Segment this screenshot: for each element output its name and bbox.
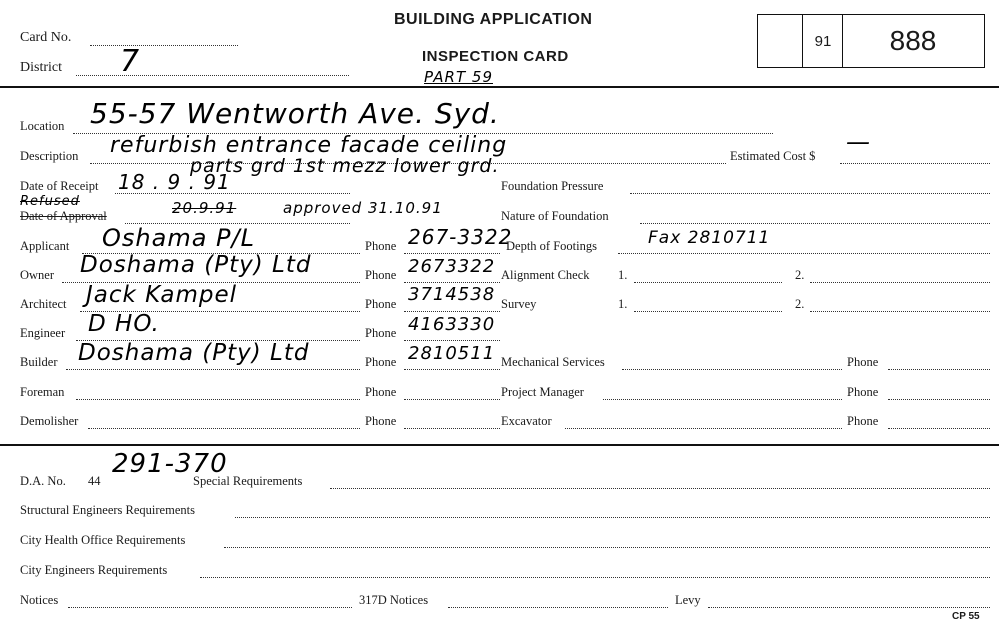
mechanical-line [622, 369, 842, 370]
description-label: Description [20, 149, 79, 163]
project-manager-phone-line [888, 399, 990, 400]
excavator-phone-label: Phone [847, 414, 879, 428]
applicant-phone-label: Phone [365, 239, 397, 253]
mechanical-phone-line [888, 369, 990, 370]
estimated-cost-line [840, 163, 990, 164]
architect-phone-label: Phone [365, 297, 397, 311]
notices-line [68, 607, 352, 608]
engineer-value: D HO. [88, 311, 160, 337]
builder-phone: 2810511 [408, 343, 496, 364]
builder-value: Doshama (Pty) Ltd [78, 340, 310, 366]
structural-label: Structural Engineers Requirements [20, 503, 195, 517]
foreman-phone-label: Phone [365, 385, 397, 399]
foundation-pressure-label: Foundation Pressure [501, 179, 604, 193]
approved-note: approved 31.10.91 [283, 199, 443, 217]
city-eng-line [200, 577, 990, 578]
refused-note: Refused [20, 194, 80, 209]
foreman-phone-line [404, 399, 500, 400]
survey-two-line [810, 311, 990, 312]
box-number: 888 [889, 25, 937, 56]
description-line1: refurbish entrance facade ceiling [110, 133, 508, 158]
special-line [330, 488, 990, 489]
survey-one-label: 1. [618, 297, 628, 311]
applicant-label: Applicant [20, 239, 70, 253]
location-label: Location [20, 119, 65, 133]
owner-value: Doshama (Pty) Ltd [80, 252, 312, 278]
alignment-two-line [810, 282, 990, 283]
nature-foundation-line [640, 223, 990, 224]
alignment-one-label: 1. [618, 268, 628, 282]
architect-phone: 3714538 [408, 284, 496, 305]
da-prefix: 44 [88, 474, 101, 488]
engineer-phone: 4163330 [408, 314, 496, 335]
box-code-cell [802, 15, 843, 67]
builder-phone-line [404, 369, 500, 370]
health-label: City Health Office Requirements [20, 533, 186, 547]
special-label: Special Requirements [193, 474, 303, 488]
fax-note: Fax 2810711 [648, 228, 771, 248]
date-receipt-label: Date of Receipt [20, 179, 99, 193]
survey-one-line [634, 311, 782, 312]
demolisher-phone-label: Phone [365, 414, 397, 428]
foreman-label: Foreman [20, 385, 65, 399]
mechanical-phone-label: Phone [847, 355, 879, 369]
levy-line [708, 607, 990, 608]
estimated-cost-value: — [846, 128, 871, 156]
footer-code: CP 55 [952, 611, 980, 622]
notices-label: Notices [20, 593, 59, 607]
header-rule [0, 86, 999, 88]
card-number-box [757, 14, 985, 68]
survey-two-label: 2. [795, 297, 805, 311]
owner-phone-label: Phone [365, 268, 397, 282]
box-code: 91 [814, 32, 832, 50]
alignment-one-line [634, 282, 782, 283]
owner-label: Owner [20, 268, 55, 282]
builder-label: Builder [20, 355, 58, 369]
architect-phone-line [404, 311, 500, 312]
district-value: 7 [120, 44, 141, 79]
date-approval-label: Date of Approval [20, 209, 107, 223]
depth-footings-line [618, 253, 990, 254]
levy-label: Levy [675, 593, 701, 607]
demolisher-label: Demolisher [20, 414, 79, 428]
architect-label: Architect [20, 297, 67, 311]
excavator-line [565, 428, 842, 429]
project-manager-label: Project Manager [501, 385, 584, 399]
title-building-application: BUILDING APPLICATION [394, 11, 593, 28]
engineer-label: Engineer [20, 326, 66, 340]
district-label: District [20, 60, 62, 75]
notices-317d-line [448, 607, 668, 608]
structural-line [235, 517, 990, 518]
location-value: 55-57 Wentworth Ave. Syd. [90, 97, 500, 130]
excavator-phone-line [888, 428, 990, 429]
estimated-cost-label: Estimated Cost $ [730, 149, 816, 163]
da-label: D.A. No. [20, 474, 66, 488]
applicant-value: Oshama P/L [102, 224, 255, 252]
box-number-cell [842, 15, 983, 67]
foundation-pressure-line [630, 193, 990, 194]
date-receipt-value: 18 . 9 . 91 [118, 170, 231, 194]
description-line2: parts grd 1st mezz lower grd. [190, 155, 500, 177]
project-manager-phone-label: Phone [847, 385, 879, 399]
builder-line [66, 369, 360, 370]
excavator-label: Excavator [501, 414, 552, 428]
health-line [224, 547, 990, 548]
builder-phone-label: Phone [365, 355, 397, 369]
alignment-two-label: 2. [795, 268, 805, 282]
notices-317d-label: 317D Notices [359, 593, 429, 607]
owner-phone: 2673322 [408, 256, 496, 277]
section-rule [0, 444, 999, 446]
refused-date: 20.9.91 [172, 199, 237, 217]
alignment-check-label: Alignment Check [501, 268, 590, 282]
demolisher-line [88, 428, 360, 429]
city-eng-label: City Engineers Requirements [20, 563, 168, 577]
foreman-line [76, 399, 360, 400]
project-manager-line [603, 399, 842, 400]
district-line [76, 75, 349, 76]
mechanical-label: Mechanical Services [501, 355, 605, 369]
applicant-phone: 267-3322 [408, 225, 513, 249]
nature-foundation-label: Nature of Foundation [501, 209, 609, 223]
applicant-phone-line [404, 253, 500, 254]
demolisher-phone-line [404, 428, 500, 429]
title-inspection-card: INSPECTION CARD [422, 48, 569, 65]
part-note: PART 59 [424, 68, 493, 86]
depth-footings-label: Depth of Footings [506, 239, 597, 253]
card-no-label: Card No. [20, 30, 72, 45]
architect-value: Jack Kampel [86, 282, 238, 308]
card-no-line [90, 45, 238, 46]
engineer-phone-label: Phone [365, 326, 397, 340]
survey-label: Survey [501, 297, 537, 311]
engineer-phone-line [404, 340, 500, 341]
owner-phone-line [404, 282, 500, 283]
da-value: 291-370 [112, 449, 228, 479]
